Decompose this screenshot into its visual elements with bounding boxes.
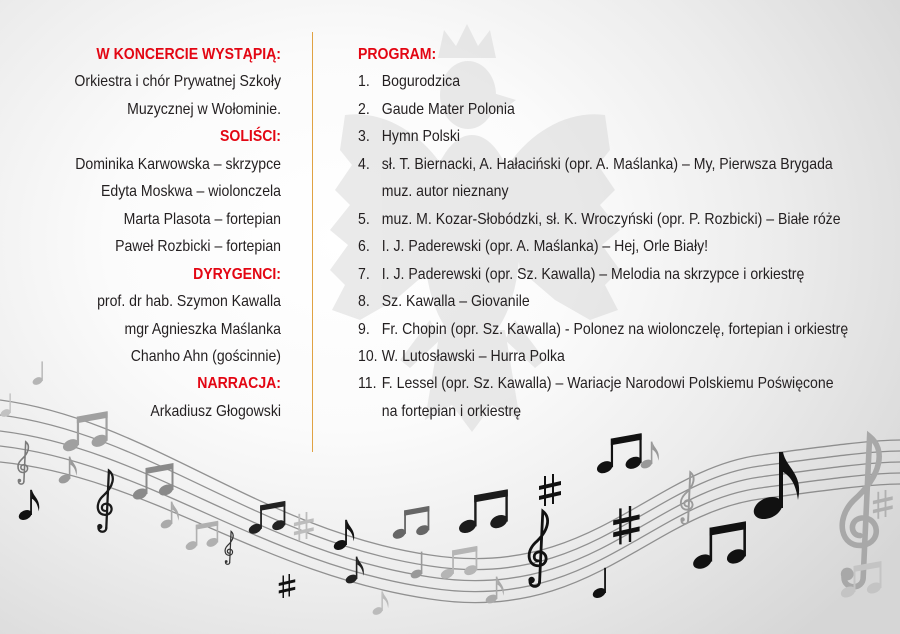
program-item-number: 8. xyxy=(358,293,370,311)
program-item-number: 5. xyxy=(358,210,370,228)
sharp-icon xyxy=(539,474,561,506)
program-heading: PROGRAM: xyxy=(358,46,437,63)
program-item-title: Fr. Chopin (opr. Sz. Kawalla) - Polonez na wiolonczelę, fortepian i orkiestrę xyxy=(381,320,849,338)
program-item-title-continuation: na fortepian i orkiestrę xyxy=(381,402,522,420)
program-item-title: I. J. Paderewski (opr. A. Maślanka) – Hej, Orle Biały! xyxy=(381,238,709,256)
sharp-icon xyxy=(873,490,893,519)
narrator-item: Arkadiusz Głogowski xyxy=(150,402,281,420)
sharp-icon xyxy=(613,506,639,544)
program-item-title: I. J. Paderewski (opr. Sz. Kawalla) – Melodia na skrzypce i orkiestrę xyxy=(381,265,805,283)
conductor-item: mgr Agnieszka Maślanka xyxy=(124,320,281,338)
program-item-continuation xyxy=(358,178,860,205)
program-item-title: Bogurodzica xyxy=(381,73,461,91)
program-item-number-spacer xyxy=(358,398,382,425)
program-item-number: 10. xyxy=(358,347,378,365)
ensemble-line: Muzycznej w Wołominie. xyxy=(127,100,281,118)
program-item-number: 9. xyxy=(358,320,370,338)
beamed-notes-icon xyxy=(439,546,478,581)
ensemble-line: Orkiestra i chór Prywatnej Szkoły xyxy=(74,73,281,91)
program-item xyxy=(358,233,860,260)
program-item xyxy=(358,288,860,315)
program-item xyxy=(358,316,860,343)
narration-heading: NARRACJA: xyxy=(197,375,281,393)
soloist-item: Dominika Karwowska – skrzypce xyxy=(75,155,281,173)
eighth-note-icon xyxy=(639,442,659,471)
program-item xyxy=(358,151,860,178)
program-item xyxy=(358,261,860,288)
program-item-number: 6. xyxy=(358,238,370,256)
performers-heading: W KONCERCIE WYSTĄPIĄ: xyxy=(96,46,281,63)
soloist-item: Edyta Moskwa – wiolonczela xyxy=(100,183,281,201)
soloist-item: Marta Plasota – fortepian xyxy=(123,210,281,228)
program-item xyxy=(358,370,860,397)
column-divider xyxy=(312,32,313,452)
program-item-number: 7. xyxy=(358,265,370,283)
program-item-title: F. Lessel (opr. Sz. Kawalla) – Wariacje Narodowi Polskiemu Poświęcone xyxy=(381,375,834,393)
conductors-heading: DYRYGENCI: xyxy=(193,265,281,283)
program-item-title: sł. T. Biernacki, A. Hałaciński (opr. A. Maślanka) – My, Pierwsza Brygada xyxy=(381,155,833,173)
program-item xyxy=(358,206,860,233)
program-item xyxy=(358,68,860,95)
beamed-notes-icon xyxy=(184,521,219,552)
eighth-note-icon xyxy=(332,520,354,552)
conductor-item: prof. dr hab. Szymon Kawalla xyxy=(97,293,281,311)
program-item-title: Hymn Polski xyxy=(381,128,460,146)
beamed-notes-icon xyxy=(247,501,286,536)
program-item-number: 4. xyxy=(358,155,370,173)
program-item-number: 2. xyxy=(358,100,370,118)
program-item-title: Sz. Kawalla – Giovanile xyxy=(381,293,530,311)
eighth-note-icon xyxy=(17,490,39,522)
beamed-notes-icon xyxy=(457,489,510,535)
program-item-title: Gaude Mater Polonia xyxy=(381,100,515,118)
soloists-heading: SOLIŚCI: xyxy=(219,128,281,146)
program-section xyxy=(358,41,860,425)
program-item xyxy=(358,123,860,150)
sharp-icon xyxy=(279,574,296,598)
performers-section xyxy=(34,41,281,425)
treble-clef-icon xyxy=(97,471,113,532)
beamed-notes-icon xyxy=(595,433,643,476)
program-item-title-continuation: muz. autor nieznany xyxy=(381,183,509,201)
beamed-notes-icon xyxy=(131,463,175,502)
program-item-number-spacer xyxy=(358,178,382,205)
program-item-continuation xyxy=(358,398,860,425)
beamed-notes-icon xyxy=(691,521,748,571)
program-item-number: 3. xyxy=(358,128,370,146)
program-item xyxy=(358,96,860,123)
program-item-title: W. Lutosławski – Hurra Polka xyxy=(381,347,565,365)
program-item-number: 11. xyxy=(358,375,377,393)
quarter-note-icon xyxy=(591,568,607,600)
conductor-item: Chanho Ahn (gościnnie) xyxy=(130,347,281,365)
program-item-number: 1. xyxy=(358,73,370,91)
soloist-item: Paweł Rozbicki – fortepian xyxy=(115,238,281,256)
program-item-title: muz. M. Kozar-Słobódzki, sł. K. Wroczyński (opr. P. Rozbicki) – Białe róże xyxy=(381,210,841,228)
beamed-notes-icon xyxy=(391,506,430,541)
program-item xyxy=(358,343,860,370)
eighth-note-icon xyxy=(371,591,388,616)
eighth-note-icon xyxy=(159,502,179,531)
quarter-note-icon xyxy=(0,393,12,418)
